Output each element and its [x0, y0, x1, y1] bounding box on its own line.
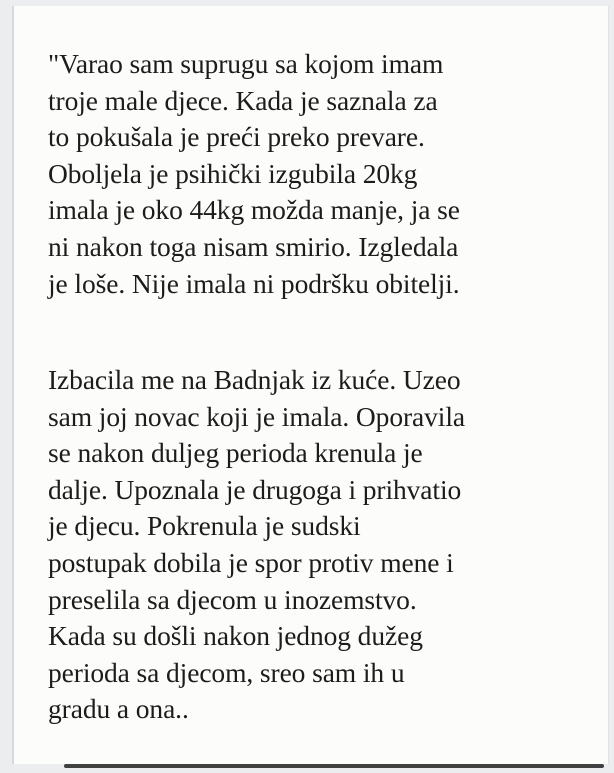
text-line: to pokušala je preći preko prevare.: [48, 121, 425, 153]
text-line: sam joj novac koji je imala. Oporavila: [48, 400, 465, 432]
paragraph-1: [48, 46, 608, 302]
text-line: troje male djece. Kada je saznala za: [48, 84, 438, 116]
text-line: se nakon duljeg perioda krenula je: [48, 437, 423, 469]
text-line: preselila sa djecom u inozemstvo.: [48, 583, 417, 615]
text-line: imala je oko 44kg možda manje, ja se: [48, 194, 460, 226]
text-line: "Varao sam suprugu sa kojom imam: [48, 48, 444, 79]
text-line: dalje. Upoznala je drugoga i prihvatio: [48, 473, 462, 505]
bottom-divider: [64, 764, 604, 768]
text-line: Oboljela je psihički izgubila 20kg: [48, 157, 418, 189]
text-line: ni nakon toga nisam smirio. Izgledala: [48, 230, 459, 262]
text-line: Kada su došli nakon jednog dužeg: [48, 620, 423, 652]
text-line: gradu a ona..: [48, 693, 189, 725]
text-line: postupak dobila je spor protiv mene i: [48, 546, 454, 578]
text-line: perioda sa djecom, sreo sam ih u: [48, 656, 405, 688]
text-line: je loše. Nije imala ni podršku obitelji.: [48, 267, 460, 299]
text-line: je djecu. Pokrenula je sudski: [48, 510, 361, 542]
text-card: [12, 6, 609, 764]
text-line: Izbacila me na Badnjak iz kuće. Uzeo: [48, 364, 461, 395]
paragraph-2: [48, 362, 608, 728]
